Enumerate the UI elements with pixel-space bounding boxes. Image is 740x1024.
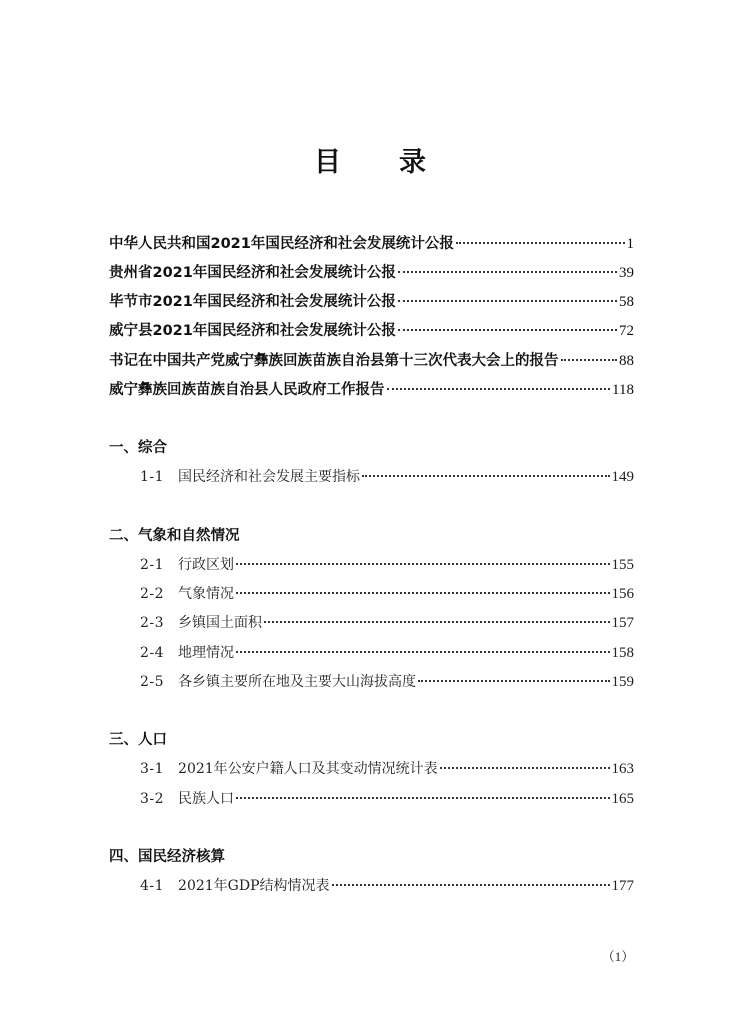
section-heading-1: 一、综合 (109, 440, 167, 456)
dot-leader (236, 563, 609, 565)
toc-entry-number: 2-2 (140, 586, 165, 602)
title-char-2: 录 (399, 147, 426, 178)
page-number-footer: （1） (601, 949, 635, 964)
toc-entry-report-3[interactable] (109, 291, 634, 313)
dot-leader (456, 242, 625, 244)
toc-entry-label: 气象情况 (178, 586, 235, 602)
toc-entry-3-1[interactable] (140, 758, 634, 780)
toc-entry-number: 3-2 (140, 791, 165, 807)
toc-entry-label: 行政区划 (178, 557, 235, 573)
toc-entry-label: 地理情况 (178, 645, 235, 661)
toc-entry-label: 国民经济和社会发展主要指标 (178, 469, 361, 485)
toc-entry-label: 贵州省2021年国民经济和社会发展统计公报 (109, 265, 396, 281)
toc-entry-report-5[interactable] (109, 350, 634, 372)
toc-entry-page: 88 (619, 353, 634, 369)
toc-entry-report-1[interactable] (109, 233, 634, 255)
toc-entry-number: 4-1 (140, 878, 165, 894)
toc-entry-label: 书记在中国共产党威宁彝族回族苗族自治县第十三次代表大会上的报告 (109, 353, 559, 369)
toc-entry-page: 58 (619, 294, 634, 310)
toc-entry-page: 72 (619, 323, 634, 339)
section-heading-2: 二、气象和自然情况 (109, 528, 240, 544)
toc-entry-page: 156 (611, 586, 634, 602)
toc-entry-2-5[interactable] (140, 671, 634, 693)
toc-entry-number: 2-3 (140, 615, 165, 631)
toc-entry-page: 155 (611, 557, 634, 573)
toc-entry-2-4[interactable] (140, 642, 634, 664)
toc-entry-1-1[interactable] (140, 466, 634, 488)
toc-entry-label: 民族人口 (178, 791, 235, 807)
toc-entry-page: 149 (611, 469, 634, 485)
dot-leader (398, 271, 617, 273)
toc-entry-label: 2021年GDP结构情况表 (178, 878, 330, 894)
toc-entry-label: 中华人民共和国2021年国民经济和社会发展统计公报 (109, 236, 454, 252)
title-char-1: 目 (314, 147, 341, 178)
dot-leader (236, 797, 609, 799)
toc-entry-number: 1-1 (140, 469, 165, 485)
dot-leader (440, 767, 610, 769)
toc-entry-4-1[interactable] (140, 875, 634, 897)
toc-entry-report-6[interactable] (109, 379, 634, 401)
toc-entry-label: 乡镇国土面积 (178, 615, 263, 631)
toc-entry-page: 1 (626, 236, 634, 252)
dot-leader (332, 884, 610, 886)
toc-entry-report-2[interactable] (109, 262, 634, 284)
section-heading-4: 四、国民经济核算 (109, 849, 225, 865)
section-heading-3: 三、人口 (109, 732, 167, 748)
toc-entry-number: 2-1 (140, 557, 165, 573)
toc-entry-page: 177 (611, 878, 634, 894)
toc-entry-label: 各乡镇主要所在地及主要大山海拔高度 (178, 674, 417, 690)
dot-leader (418, 680, 609, 682)
toc-entry-number: 2-5 (140, 674, 165, 690)
dot-leader (236, 592, 609, 594)
toc-entry-number: 2-4 (140, 645, 165, 661)
toc-entry-page: 118 (612, 382, 634, 398)
dot-leader (264, 621, 609, 623)
toc-entry-2-1[interactable] (140, 554, 634, 576)
toc-entry-page: 158 (611, 645, 634, 661)
toc-entry-page: 157 (611, 615, 634, 631)
toc-entry-page: 165 (611, 791, 634, 807)
toc-entry-2-3[interactable] (140, 612, 634, 634)
toc-entry-number: 3-1 (140, 761, 165, 777)
dot-leader (362, 475, 609, 477)
toc-entry-page: 163 (611, 761, 634, 777)
toc-entry-page: 159 (611, 674, 634, 690)
toc-entry-3-2[interactable] (140, 788, 634, 810)
toc-entry-label: 威宁彝族回族苗族自治县人民政府工作报告 (109, 382, 385, 398)
dot-leader (398, 329, 617, 331)
dot-leader (561, 359, 618, 361)
page-title (0, 143, 740, 183)
toc-entry-label: 毕节市2021年国民经济和社会发展统计公报 (109, 294, 396, 310)
toc-entry-label: 威宁县2021年国民经济和社会发展统计公报 (109, 323, 396, 339)
toc-entry-page: 39 (619, 265, 634, 281)
dot-leader (387, 388, 611, 390)
dot-leader (398, 300, 617, 302)
toc-entry-report-4[interactable] (109, 320, 634, 342)
toc-entry-2-2[interactable] (140, 583, 634, 605)
dot-leader (236, 651, 609, 653)
toc-entry-label: 2021年公安户籍人口及其变动情况统计表 (178, 761, 438, 777)
